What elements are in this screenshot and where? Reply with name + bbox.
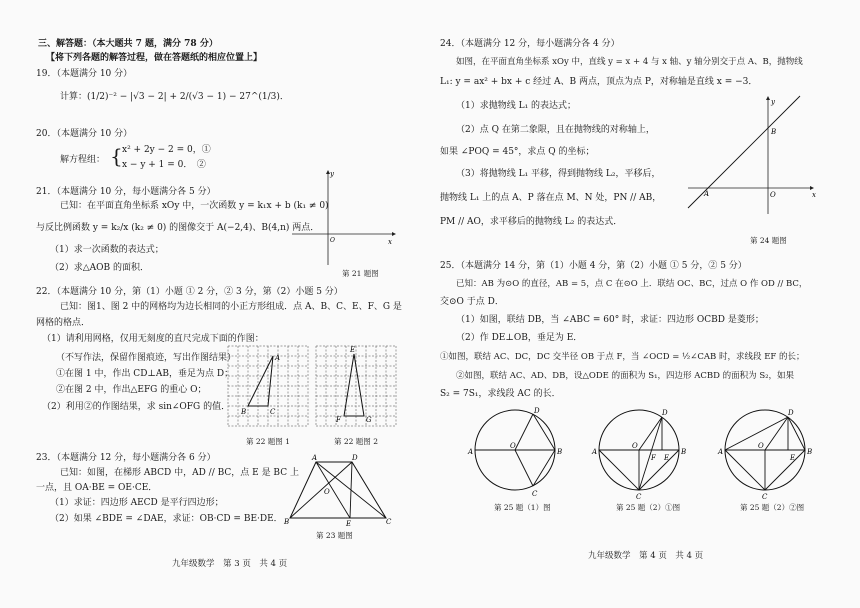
q24-line2: L₁: y = ax² + bx + c 经过 A、B 两点，顶点为点 P，对称轴是直线 x = −3． <box>440 77 758 87</box>
q22-label-b: B <box>241 408 247 416</box>
q21-figure <box>292 170 412 280</box>
q22-line4: （不写作法，保留作图痕迹，写出作图结果） <box>56 353 237 363</box>
q25-fig2-b: B <box>681 448 687 456</box>
q24-label-x: x <box>812 191 816 199</box>
q22-grid1-lines <box>228 346 308 426</box>
q25-fig3-b: B <box>807 448 813 456</box>
q24-x-arrow <box>810 186 814 190</box>
q22-line3: （1）请利用网格，仅用无刻度的直尺完成下面的作图： <box>42 334 264 344</box>
q24-caption: 第 24 题图 <box>750 236 787 245</box>
left-footer: 九年级数学 第 3 页 共 4 页 <box>172 559 288 569</box>
q24-label-b: B <box>771 128 777 136</box>
q25-fig1-caption: 第 25 题（1）图 <box>494 503 551 512</box>
q22-line6: ②在图 2 中，作出△EFG 的重心 O； <box>56 385 207 395</box>
q25-fig3-a: A <box>718 448 724 456</box>
q23-label-o: O <box>324 488 330 496</box>
q21-line2: 与反比例函数 y = k₂/x (k₂ ≠ 0) 的图像交于 A(−2,4)、B(4,n) 两点． <box>36 223 320 233</box>
q25-fig2-e: E <box>664 454 670 462</box>
q23-part2: （2）如果 ∠BDE = ∠DAE，求证：OB·CD = BE·DE． <box>50 514 283 524</box>
q22-label-e: E <box>350 346 356 354</box>
q23-label-e: E <box>346 520 352 528</box>
q25-fig3-bc <box>765 450 805 490</box>
q25-fig3-caption: 第 25 题（2）②图 <box>740 503 805 512</box>
q25-fig2-caption: 第 25 题（2）①图 <box>616 503 681 512</box>
q25-fig3-c: C <box>762 493 768 501</box>
q22-line7: （2）利用②的作图结果，求 sin∠OFG 的值． <box>42 402 231 412</box>
q25-fig1-a: A <box>468 448 474 456</box>
q23-label-c: C <box>386 518 392 526</box>
q25-fig3-d: D <box>788 409 794 417</box>
q25-fig3-ac <box>725 450 765 490</box>
q24-part2b: 如果 ∠POQ = 45°，求点 Q 的坐标； <box>440 147 595 157</box>
q23-figure <box>284 456 394 526</box>
q21-o-label: O <box>330 237 335 244</box>
q23-part1: （1）求证：四边形 AECD 是平行四边形； <box>50 498 224 508</box>
q25-fig3 <box>720 404 820 504</box>
q25-line2: 交⊙O 于点 D． <box>440 297 504 307</box>
q25-fig1-o: O <box>510 442 516 450</box>
q25-fig2-od <box>639 417 662 450</box>
q21-x-arrow <box>392 232 396 236</box>
q24-part3b: 抛物线 L₁ 上的点 A、P 落在点 M、N 处，PN // AB， <box>440 193 662 203</box>
q25-fig2-ac <box>599 450 639 490</box>
q25-fig3-ad <box>725 417 788 450</box>
q23-caption: 第 23 题图 <box>316 531 353 540</box>
q25-fig2-f: F <box>651 454 656 462</box>
q25-fig1-cb <box>533 450 555 486</box>
q25-fig1-db <box>533 414 555 450</box>
q25-fig1-od <box>515 414 533 450</box>
q25-fig1 <box>470 404 570 504</box>
q20-brace: { <box>110 144 123 168</box>
right-footer: 九年级数学 第 4 页 共 4 页 <box>588 551 704 561</box>
q20-eq1: x² + 2y − 2 = 0，① <box>122 145 211 155</box>
q25-fig2 <box>594 404 694 504</box>
q23-header: 23．（本题满分 12 分，每小题满分各 6 分） <box>36 453 216 463</box>
q24-part3a: （3）将抛物线 L₁ 平移，得到抛物线 L₂，平移后， <box>456 169 661 179</box>
q23-label-b: B <box>284 518 290 526</box>
q25-header: 25．（本题满分 14 分，第（1）小题 4 分，第（2）小题 ① 5 分，② 5 分） <box>440 261 747 271</box>
q24-part1: （1）求抛物线 L₁ 的表达式； <box>456 101 577 111</box>
q25-fig1-c: C <box>532 490 538 498</box>
q22-line2: 网格的格点． <box>36 318 91 328</box>
q22-triangle-abc <box>248 356 273 406</box>
q21-y-label: y <box>330 170 334 178</box>
q23-label-d: D <box>352 454 358 462</box>
q19-text: 计算：(1/2)⁻² − |√3 − 2| + 2/(√3 − 1) − 27^(1/3)． <box>60 92 289 102</box>
q22-line5: ①在图 1 中，作出 CD⊥AB，垂足为点 D； <box>56 369 234 379</box>
q22-label-f: F <box>336 416 341 424</box>
q21-line1: 已知：在平面直角坐标系 xOy 中，一次函数 y = k₁x + b (k₁ ≠ 0) <box>60 201 329 211</box>
q20-label: 解方程组： <box>60 155 106 165</box>
q23-trapezoid <box>290 462 386 518</box>
q19-header: 19．（本题满分 10 分） <box>36 69 133 79</box>
q25-fig3-o: O <box>758 442 764 450</box>
q23-line2: 一点，且 OA·BE = OE·CE． <box>36 483 158 493</box>
q25-fig2-c: C <box>636 493 642 501</box>
q22-grid2 <box>316 346 398 428</box>
q24-header: 24．（本题满分 12 分，每小题满分各 4 分） <box>440 39 620 49</box>
q22-label-a: A <box>275 354 281 362</box>
q25-fig2-d: D <box>662 409 668 417</box>
q22-triangle-efg <box>344 354 364 416</box>
q20-header: 20．（本题满分 10 分） <box>36 129 133 139</box>
q25-sub1: ①如图，联结 AC、DC，DC 交半径 OB 于点 F，当 ∠OCD = ½∠CAB 时，求线段 EF 的长； <box>440 352 805 362</box>
q25-part1: （1）如图，联结 DB，当 ∠ABC = 60° 时，求证：四边形 OCBD 是菱形； <box>456 315 764 325</box>
q25-fig3-db <box>788 417 805 450</box>
right-page <box>430 0 860 608</box>
q21-caption: 第 21 题图 <box>342 269 379 278</box>
q22-grid2-lines <box>316 346 396 426</box>
q22-grid1 <box>228 346 310 428</box>
q25-sub2a: ②如图，联结 AC、AD、DB，设△ODE 的面积为 S₁，四边形 ACBD 的面积为 S₂，如果 <box>456 371 795 381</box>
q25-sub2b: S₂ = 7S₁，求线段 AC 的长． <box>440 389 561 399</box>
q24-line1: 如图，在平面直角坐标系 xOy 中，直线 y = x + 4 与 x 轴、y 轴分别交于点 A、B，抛物线 <box>456 57 803 67</box>
q22-label-c: C <box>270 408 276 416</box>
q25-fig3-e: E <box>790 454 796 462</box>
section-title: 三、解答题：（本大题共 7 题，满分 78 分） <box>38 39 218 49</box>
q25-line1: 已知：AB 为⊙O 的直径，AB = 5，点 C 在⊙O 上．联结 OC、BC，过点 O 作 OD // BC， <box>456 279 808 289</box>
q25-fig2-o: O <box>632 442 638 450</box>
q22-fig1-caption: 第 22 题图 1 <box>246 437 290 446</box>
q24-figure <box>688 96 818 226</box>
q25-fig1-oc <box>515 450 533 486</box>
instruction: 【将下列各题的解答过程，做在答题纸的相应位置上】 <box>46 53 263 63</box>
q24-label-a: A <box>704 190 710 198</box>
q24-part3c: PM // AO，求平移后的抛物线 L₂ 的表达式． <box>440 217 623 227</box>
q21-x-label: x <box>388 238 392 246</box>
q24-y-arrow <box>766 96 770 100</box>
q22-line1: 已知：图1、图 2 中的网格均为边长相同的小正方形组成．点 A、B、C、E、F、G 是 <box>60 302 402 312</box>
q25-fig1-d: D <box>534 407 540 415</box>
q25-fig1-b: B <box>557 448 563 456</box>
q22-fig2-caption: 第 22 题图 2 <box>334 437 378 446</box>
q22-header: 22．（本题满分 10 分，第（1）小题 ① 2 分，② 3 分，第（2）小题 5 分） <box>36 287 343 297</box>
q21-part1: （1）求一次函数的表达式； <box>50 245 164 255</box>
q22-label-g: G <box>366 416 372 424</box>
q21-header: 21．（本题满分 10 分，每小题满分各 5 分） <box>36 187 216 197</box>
q24-part2a: （2）点 Q 在第二象限，且在抛物线的对称轴上， <box>456 125 655 135</box>
q25-fig2-a: A <box>592 448 598 456</box>
q24-label-y: y <box>771 98 775 106</box>
q23-line1: 已知：如图，在梯形 ABCD 中，AD // BC，点 E 是 BC 上 <box>60 468 299 478</box>
q24-label-o: O <box>770 191 776 199</box>
q20-eq2: x − y + 1 = 0． ② <box>122 160 206 170</box>
q25-fig3-od <box>765 417 788 450</box>
q25-part2: （2）作 DE⊥OB，垂足为 E． <box>456 333 583 343</box>
q21-part2: （2）求△AOB 的面积． <box>50 263 150 273</box>
q23-label-a: A <box>312 454 318 462</box>
